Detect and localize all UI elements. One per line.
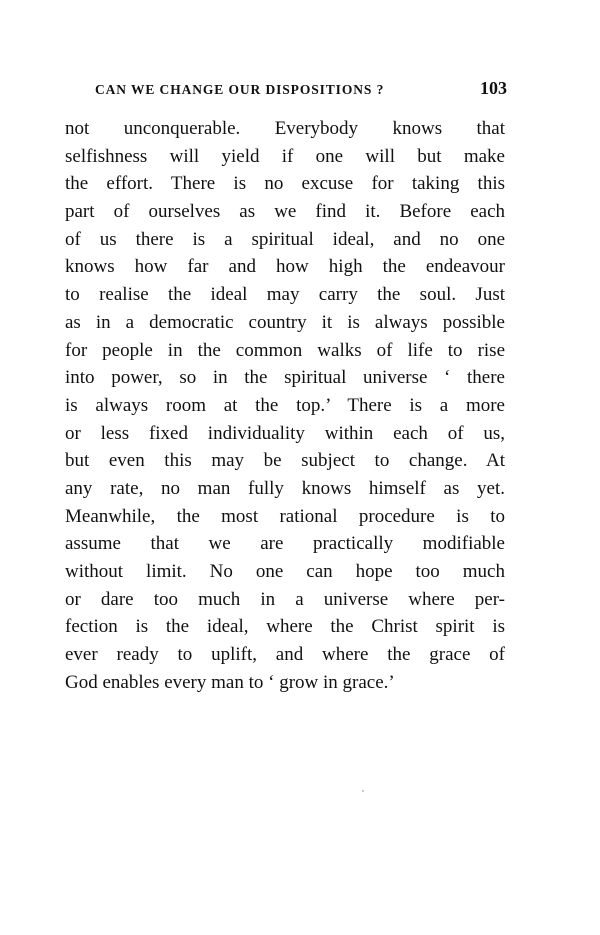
- text-line: of us there is a spiritual ideal, and no one: [65, 228, 505, 250]
- text-line: the effort. There is no excuse for taking this: [65, 173, 505, 195]
- text-line: not unconquerable. Everybody knows that: [65, 118, 505, 139]
- text-line: but even this may be subject to change. At: [65, 450, 505, 472]
- running-head: [95, 78, 507, 100]
- text-line: or dare too much in a universe where per-: [65, 588, 505, 610]
- text-line: or less fixed individuality within each of us,: [65, 422, 505, 444]
- running-title: CAN WE CHANGE OUR DISPOSITIONS ?: [95, 82, 385, 97]
- text-line: assume that we are practically modifiable: [65, 533, 505, 555]
- body-text: [65, 115, 505, 696]
- page-number: 103: [480, 78, 507, 98]
- text-line: fection is the ideal, where the Christ spirit is: [65, 616, 505, 638]
- text-line: without limit. No one can hope too much: [65, 561, 505, 582]
- text-line: Meanwhile, the most rational procedure is to: [65, 505, 505, 527]
- text-line: knows how far and how high the endeavour: [65, 256, 505, 278]
- text-line: is always room at the top.’ There is a more: [65, 394, 505, 416]
- text-line: ever ready to uplift, and where the grace of: [65, 644, 505, 666]
- text-line-last: God enables every man to ‘ grow in grace.’: [65, 671, 395, 693]
- text-line: into power, so in the spiritual universe ‘ there: [65, 367, 505, 389]
- paper-speck: [362, 790, 364, 792]
- text-line: any rate, no man fully knows himself as yet.: [65, 477, 505, 499]
- text-line: part of ourselves as we find it. Before each: [65, 201, 505, 223]
- text-line: for people in the common walks of life to rise: [65, 339, 505, 361]
- text-line: to realise the ideal may carry the soul. Just: [65, 284, 505, 306]
- text-line: selfishness will yield if one will but make: [65, 145, 505, 167]
- text-line: as in a democratic country it is always possible: [65, 311, 505, 333]
